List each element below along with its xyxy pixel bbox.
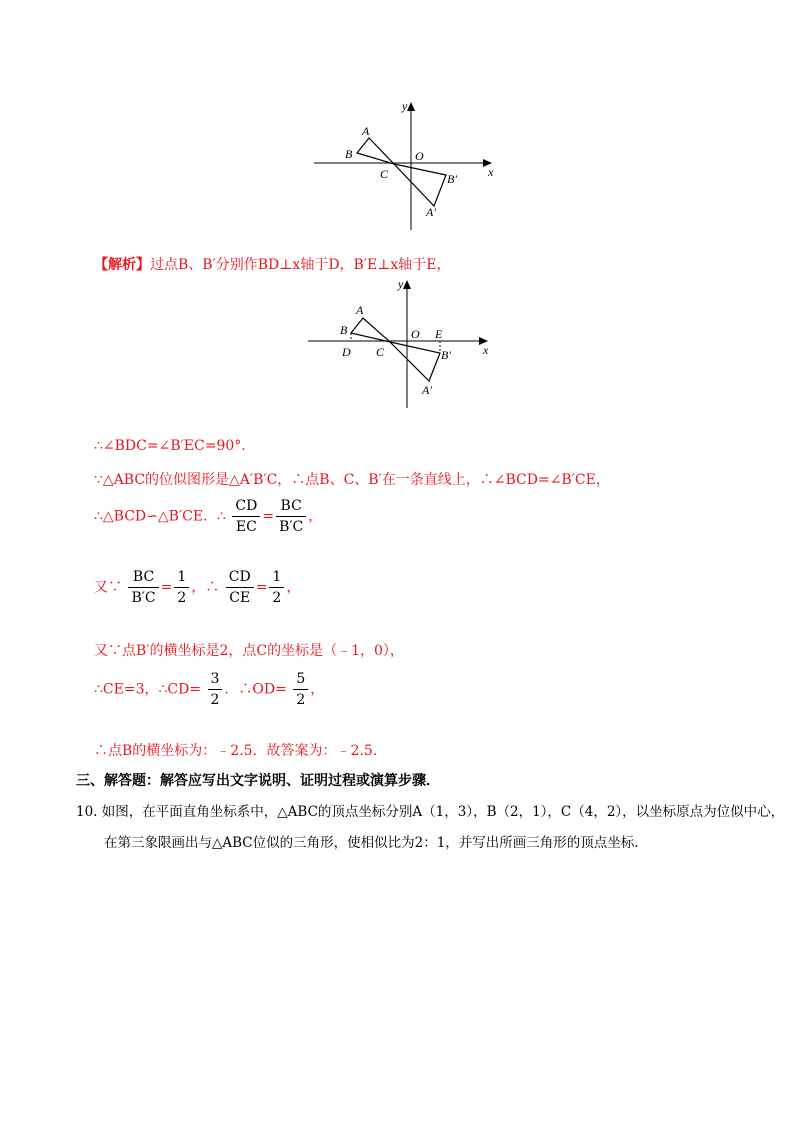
- fraction-denominator: 2: [296, 692, 306, 708]
- step-4-middle: ，∴: [191, 579, 220, 596]
- figure-1-diagram: [300, 90, 510, 240]
- fraction-denominator: B′C: [279, 519, 304, 535]
- label-d: D: [342, 345, 351, 359]
- fraction-five-halves: [293, 669, 308, 710]
- fraction-numerator: 5: [293, 669, 308, 690]
- label-b-prime: B′: [447, 172, 457, 186]
- label-a-prime: A′: [422, 383, 432, 397]
- y-axis-arrow: [407, 102, 415, 111]
- analysis-intro-text: 过点B、B′分别作BD⊥x轴于D，B′E⊥x轴于E，: [150, 257, 451, 273]
- step-3: [94, 496, 322, 537]
- triangle-apbpc: [394, 164, 446, 206]
- fraction-denominator: CE: [229, 590, 251, 606]
- label-e: E: [435, 327, 443, 341]
- fraction-one-half: [269, 567, 284, 608]
- fraction-bc-over-bpc: [276, 496, 306, 537]
- step-1: ∴∠BDC=∠B′EC=90°.: [94, 438, 246, 454]
- fraction-cd-over-ce: [226, 567, 254, 608]
- triangle-abc: [357, 138, 394, 164]
- fraction-bc-over-bpc: [128, 567, 158, 608]
- fraction-one-half: [174, 567, 189, 608]
- step-6-middle: ．∴OD=: [224, 681, 287, 698]
- label-a: A: [356, 303, 364, 317]
- figure-2-diagram: [300, 268, 510, 413]
- label-x: x: [483, 343, 489, 357]
- label-b-prime: B′: [441, 348, 451, 362]
- step-6-suffix: ，: [310, 681, 325, 698]
- step-5: 又∵点B′的横坐标是2，点C的坐标是（﹣1，0），: [94, 643, 404, 659]
- step-7: ∴点B的横坐标为：﹣2.5．故答案为：﹣2.5．: [94, 743, 387, 759]
- label-a-prime: A′: [426, 205, 436, 219]
- equals-sign: =: [160, 579, 173, 596]
- label-y: y: [402, 99, 408, 113]
- fraction-numerator: BC: [276, 496, 306, 517]
- step-4: [94, 567, 300, 608]
- fraction-numerator: 1: [174, 567, 189, 588]
- fraction-numerator: CD: [226, 567, 254, 588]
- label-o: O: [411, 327, 420, 341]
- triangle-apbpc: [390, 342, 440, 381]
- analysis-tag: 【解析】: [94, 257, 150, 273]
- step-2: ∵△ABC的位似图形是△A′B′C，∴点B、C、B′在一条直线上，∴∠BCD=∠B′CE，: [94, 472, 610, 488]
- equals-sign: =: [262, 508, 275, 525]
- fraction-denominator: 2: [272, 590, 282, 606]
- label-b: B: [340, 323, 348, 337]
- step-4-prefix: 又∵: [94, 579, 122, 596]
- question-10-line-1: 10. 如图，在平面直角坐标系中，△ABC的顶点坐标分别A（1，3），B（2，1），C（4，2），以坐标原点为位似中心，: [76, 804, 785, 820]
- y-axis-arrow: [403, 280, 411, 289]
- label-x: x: [488, 165, 494, 179]
- label-y: y: [398, 277, 404, 291]
- step-6-prefix: ∴CE=3，∴CD=: [94, 681, 202, 698]
- fraction-denominator: 2: [210, 692, 220, 708]
- question-10-line-2: 在第三象限画出与△ABC位似的三角形，使相似比为2：1，并写出所画三角形的顶点坐标.: [104, 835, 639, 851]
- label-c: C: [376, 345, 385, 359]
- step-6: [94, 669, 324, 710]
- fraction-numerator: BC: [128, 567, 158, 588]
- section-3-heading: 三、解答题：解答应写出文字说明、证明过程或演算步骤．: [76, 773, 440, 789]
- fraction-numerator: 1: [269, 567, 284, 588]
- label-o: O: [415, 149, 424, 163]
- fraction-denominator: B′C: [131, 590, 156, 606]
- label-b: B: [345, 147, 353, 161]
- label-a: A: [362, 124, 370, 138]
- fraction-three-halves: [208, 669, 223, 710]
- equals-sign: =: [255, 579, 268, 596]
- fraction-cd-over-ec: [232, 496, 260, 537]
- fraction-numerator: 3: [208, 669, 223, 690]
- step-3-prefix: ∴△BCD∽△B′CE．∴: [94, 508, 226, 525]
- step-4-suffix: ，: [286, 579, 301, 596]
- triangle-abc: [351, 318, 390, 342]
- step-3-suffix: ，: [308, 508, 323, 525]
- label-c: C: [380, 167, 389, 181]
- fraction-numerator: CD: [232, 496, 260, 517]
- fraction-denominator: 2: [177, 590, 187, 606]
- fraction-denominator: EC: [235, 519, 257, 535]
